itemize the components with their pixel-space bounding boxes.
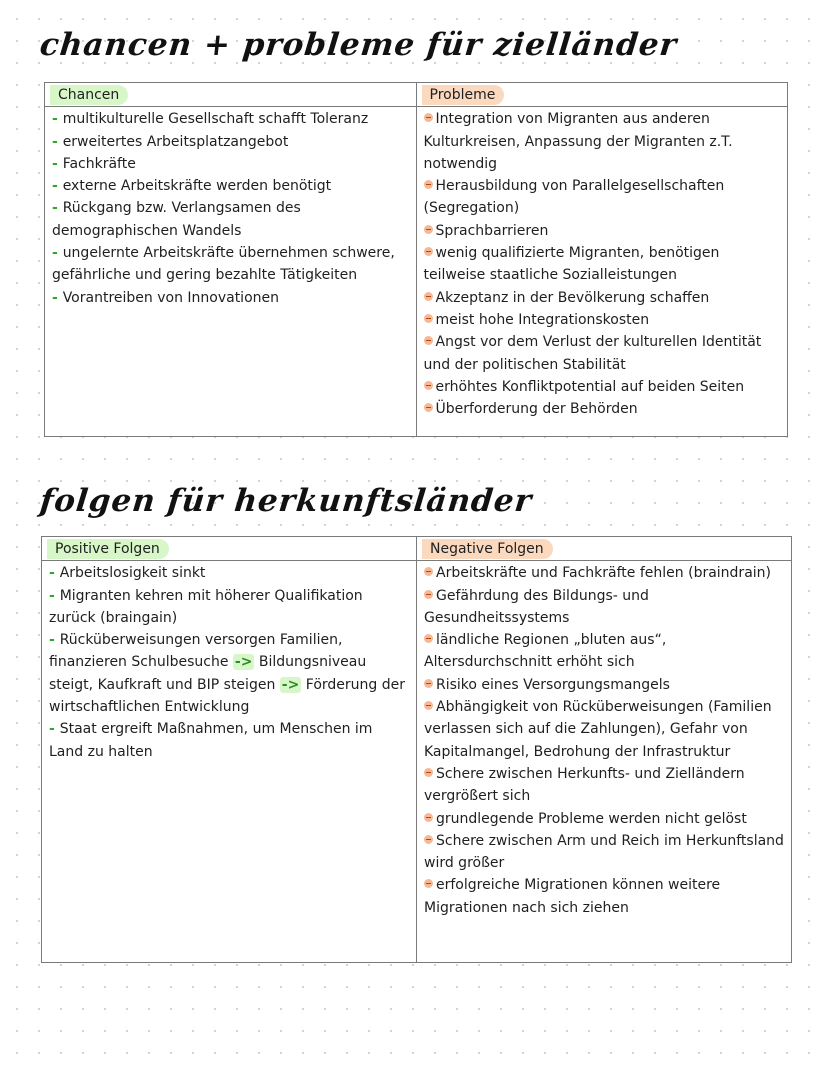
header-negative-folgen: Negative Folgen (422, 539, 553, 559)
chancen-list (52, 108, 410, 309)
list-item: - Staat ergreift Maßnahmen, um Menschen im Land zu halten (49, 721, 373, 760)
dash-icon: - (49, 587, 60, 604)
dash-icon (424, 879, 433, 888)
dash-icon (424, 567, 433, 576)
list-item: Sprachbarrieren (424, 220, 782, 242)
header-cell-positive (42, 537, 417, 561)
table-header-row (45, 83, 788, 107)
list-item: Risiko eines Versorgungsmangels (424, 674, 785, 696)
header-chancen: Chancen (50, 85, 128, 105)
dash-icon: - (52, 200, 63, 217)
arrow-icon: -> (281, 676, 300, 693)
table-body-row (42, 561, 792, 963)
dash-icon: - (49, 632, 60, 649)
dash-icon (424, 180, 433, 189)
cell-chancen-list (45, 107, 417, 437)
list-item: Gefährdung des Bildungs- und Gesundheitssystems (424, 587, 649, 626)
list-item: Abhängigkeit von Rücküberweisungen (Familien verlassen sich auf die Zahlungen), Gefahr von Kapitalmangel, Bedrohung der Infrastruktur (424, 699, 772, 760)
cell-negative-list (417, 561, 792, 963)
dash-icon: - (49, 565, 60, 582)
dash-icon (424, 768, 433, 777)
header-cell-chancen (45, 83, 417, 107)
dash-icon: - (52, 155, 63, 172)
dash-icon: - (52, 245, 63, 262)
list-item: - Migranten kehren mit höherer Qualifikation zurück (braingain) (49, 587, 363, 626)
cell-positive-list (42, 561, 417, 963)
list-item: erfolgreiche Migrationen können weitere Migrationen nach sich ziehen (424, 877, 721, 916)
dash-icon (424, 634, 433, 643)
arrow-icon: -> (234, 654, 253, 671)
list-item: grundlegende Probleme werden nicht gelöst (424, 808, 785, 830)
dash-icon (424, 701, 433, 710)
list-item: - Rücküberweisungen versorgen Familien, finanzieren Schulbesuche -> Bildungsniveau steigt, Kaufkraft und BIP steigen -> Förderung der wirtschaftlichen Entwicklung (49, 632, 405, 716)
dash-icon (424, 813, 433, 822)
list-item: wenig qualifizierte Migranten, benötigen teilweise staatliche Sozialleistungen (423, 245, 720, 284)
cell-probleme-list (416, 107, 788, 437)
list-item: - externe Arbeitskräfte werden benötigt (52, 178, 332, 195)
dash-icon: - (52, 178, 63, 195)
list-item: Akzeptanz in der Bevölkerung schaffen (424, 287, 782, 309)
list-item: - Vorantreiben von Innovationen (52, 289, 279, 306)
list-item: Überforderung der Behörden (424, 398, 782, 420)
dash-icon: - (49, 721, 60, 738)
list-item: Arbeitskräfte und Fachkräfte fehlen (braindrain) (424, 562, 785, 584)
header-positive-folgen: Positive Folgen (47, 539, 169, 559)
probleme-list (424, 108, 782, 420)
header-cell-negative (417, 537, 792, 561)
list-item: - multikulturelle Gesellschaft schafft Toleranz (52, 111, 369, 128)
dash-icon (424, 835, 433, 844)
dash-icon: - (52, 289, 63, 306)
table-header-row (42, 537, 792, 561)
list-item: Integration von Migranten aus anderen Kulturkreisen, Anpassung der Migranten z.T. notwendig (423, 111, 733, 172)
list-item: - Rückgang bzw. Verlangsamen des demographischen Wandels (52, 200, 301, 239)
dash-icon (424, 247, 433, 256)
positive-folgen-list (49, 562, 410, 763)
list-item: ländliche Regionen „bluten aus“, Altersdurchschnitt erhöht sich (424, 632, 667, 671)
table-body-row (45, 107, 788, 437)
dash-icon (424, 113, 433, 122)
list-item: Herausbildung von Parallelgesellschaften (Segregation) (423, 178, 725, 217)
dash-icon (424, 336, 433, 345)
dash-icon (424, 590, 433, 599)
dash-icon: - (52, 133, 63, 150)
header-cell-probleme (416, 83, 788, 107)
dash-icon: - (52, 111, 63, 128)
list-item: erhöhtes Konfliktpotential auf beiden Seiten (424, 376, 782, 398)
dash-icon (424, 225, 433, 234)
list-item: meist hohe Integrationskosten (424, 309, 782, 331)
list-item: - Arbeitslosigkeit sinkt (49, 565, 206, 582)
dash-icon (424, 403, 433, 412)
list-item: - Fachkräfte (52, 155, 136, 172)
list-item: - ungelernte Arbeitskräfte übernehmen schwere, gefährliche und gering bezahlte Tätigkeiten (52, 245, 395, 284)
table-chancen-probleme (44, 82, 788, 437)
list-item: Schere zwischen Herkunfts- und Zielländern vergrößert sich (424, 765, 745, 805)
list-item: - erweitertes Arbeitsplatzangebot (52, 133, 289, 150)
header-probleme: Probleme (422, 85, 505, 105)
dash-icon (424, 381, 433, 390)
list-item: Schere zwischen Arm und Reich im Herkunftsland wird größer (424, 832, 784, 872)
dash-icon (424, 679, 433, 688)
list-item: Angst vor dem Verlust der kulturellen Identität und der politischen Stabilität (423, 334, 762, 373)
dash-icon (424, 292, 433, 301)
dash-icon (424, 314, 433, 323)
section-title-zielländer: chancen + probleme für zielländer (38, 27, 679, 63)
table-folgen (41, 536, 792, 963)
negative-folgen-list (424, 562, 785, 919)
section-title-herkunftsländer: folgen für herkunftsländer (38, 483, 534, 519)
